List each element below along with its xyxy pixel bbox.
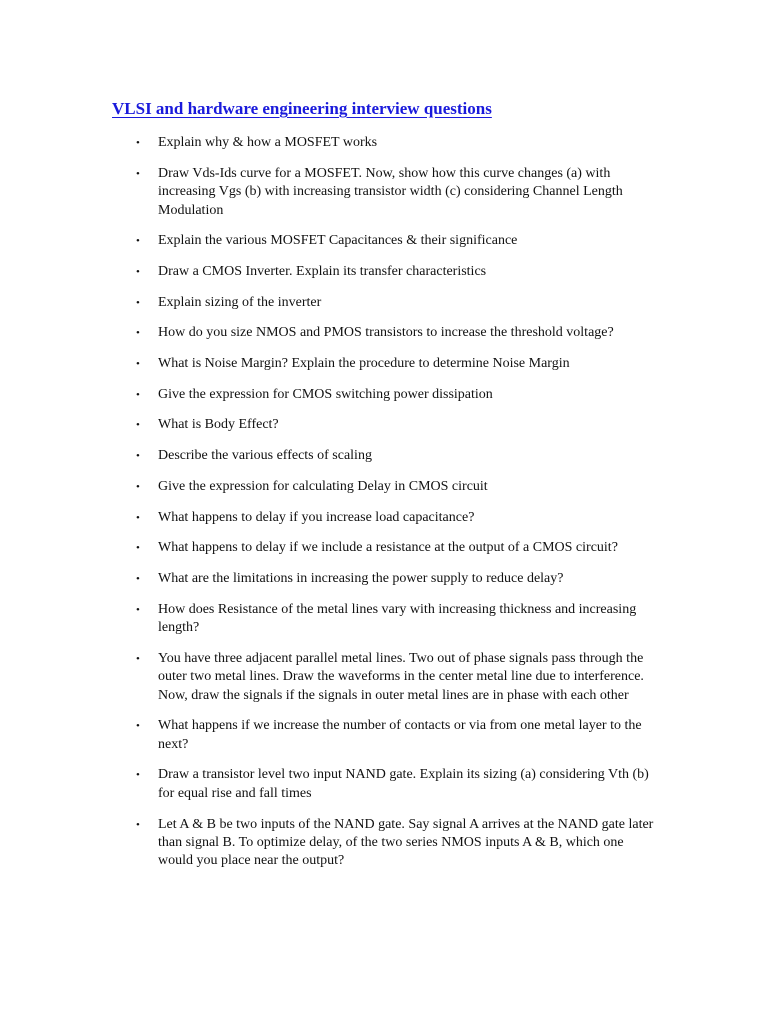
question-text: Explain why & how a MOSFET works <box>158 135 378 150</box>
bullet-icon: • <box>136 572 140 585</box>
question-text: Draw Vds-Ids curve for a MOSFET. Now, show how this curve changes (a) with increasing Vgs (b) with increasing transistor width (c) considering Channel Length Modulation <box>158 165 623 218</box>
page-title: VLSI and hardware engineering interview questions <box>112 99 492 118</box>
bullet-icon: • <box>136 652 140 665</box>
bullet-icon: • <box>136 137 140 149</box>
question-item <box>136 416 656 434</box>
bullet-icon: • <box>136 450 140 463</box>
question-item <box>136 601 656 638</box>
question-text: Describe the various effects of scaling <box>158 448 372 464</box>
bullet-icon: • <box>136 419 140 432</box>
question-item <box>136 263 656 281</box>
bullet-icon: • <box>136 296 140 309</box>
question-text: Draw a transistor level two input NAND gate. Explain its sizing (a) considering Vth (b) for equal rise and fall times <box>158 767 649 801</box>
bullet-icon: • <box>136 167 140 180</box>
question-item <box>136 650 656 705</box>
question-item <box>136 478 656 496</box>
question-text: Draw a CMOS Inverter. Explain its transfer characteristics <box>158 263 487 279</box>
question-text: Give the expression for CMOS switching power dissipation <box>158 386 493 402</box>
question-item <box>136 539 656 557</box>
bullet-icon: • <box>136 358 140 371</box>
question-item <box>136 134 656 152</box>
question-text: You have three adjacent parallel metal lines. Two out of phase signals pass through the outer two metal lines. Draw the waveforms in the center metal line due to interference. Now, draw the signals if the signals in outer metal lines are in phase with each other <box>158 650 644 703</box>
bullet-icon: • <box>136 818 140 831</box>
question-text: Let A & B be two inputs of the NAND gate. Say signal A arrives at the NAND gate later than signal B. To optimize delay, of the two series NMOS inputs A & B, which one would you place near the output? <box>158 816 654 869</box>
bullet-icon: • <box>136 603 140 616</box>
question-text: What is Noise Margin? Explain the procedure to determine Noise Margin <box>158 356 570 372</box>
question-text: What happens to delay if you increase load capacitance? <box>158 509 475 525</box>
question-text: Explain the various MOSFET Capacitances & their significance <box>158 233 518 249</box>
bullet-icon: • <box>136 265 140 278</box>
question-text: Give the expression for calculating Delay in CMOS circuit <box>158 478 488 494</box>
question-item <box>136 232 656 250</box>
question-item <box>136 386 656 404</box>
question-text: What happens if we increase the number of contacts or via from one metal layer to the next? <box>158 718 642 752</box>
bullet-icon: • <box>136 235 140 248</box>
question-text: How does Resistance of the metal lines vary with increasing thickness and increasing length? <box>158 601 637 636</box>
bullet-icon: • <box>136 542 140 555</box>
bullet-icon: • <box>136 720 140 733</box>
question-item <box>136 570 656 588</box>
question-text: How do you size NMOS and PMOS transistors to increase the threshold voltage? <box>158 325 614 341</box>
question-text: What happens to delay if we include a resistance at the output of a CMOS circuit? <box>158 540 618 556</box>
bullet-icon: • <box>136 327 140 340</box>
question-item <box>136 766 656 803</box>
bullet-icon: • <box>136 480 140 493</box>
question-item <box>136 447 656 465</box>
question-item <box>136 324 656 342</box>
bullet-icon: • <box>136 511 140 524</box>
question-list <box>136 134 656 883</box>
question-item <box>136 816 656 871</box>
bullet-icon: • <box>136 388 140 401</box>
question-text: What are the limitations in increasing the power supply to reduce delay? <box>158 570 564 586</box>
question-item <box>136 717 656 754</box>
question-text: Explain sizing of the inverter <box>158 294 322 310</box>
question-item <box>136 294 656 312</box>
question-text: What is Body Effect? <box>158 417 279 433</box>
question-item <box>136 355 656 373</box>
bullet-icon: • <box>136 769 140 782</box>
question-item <box>136 509 656 527</box>
question-item <box>136 165 656 220</box>
